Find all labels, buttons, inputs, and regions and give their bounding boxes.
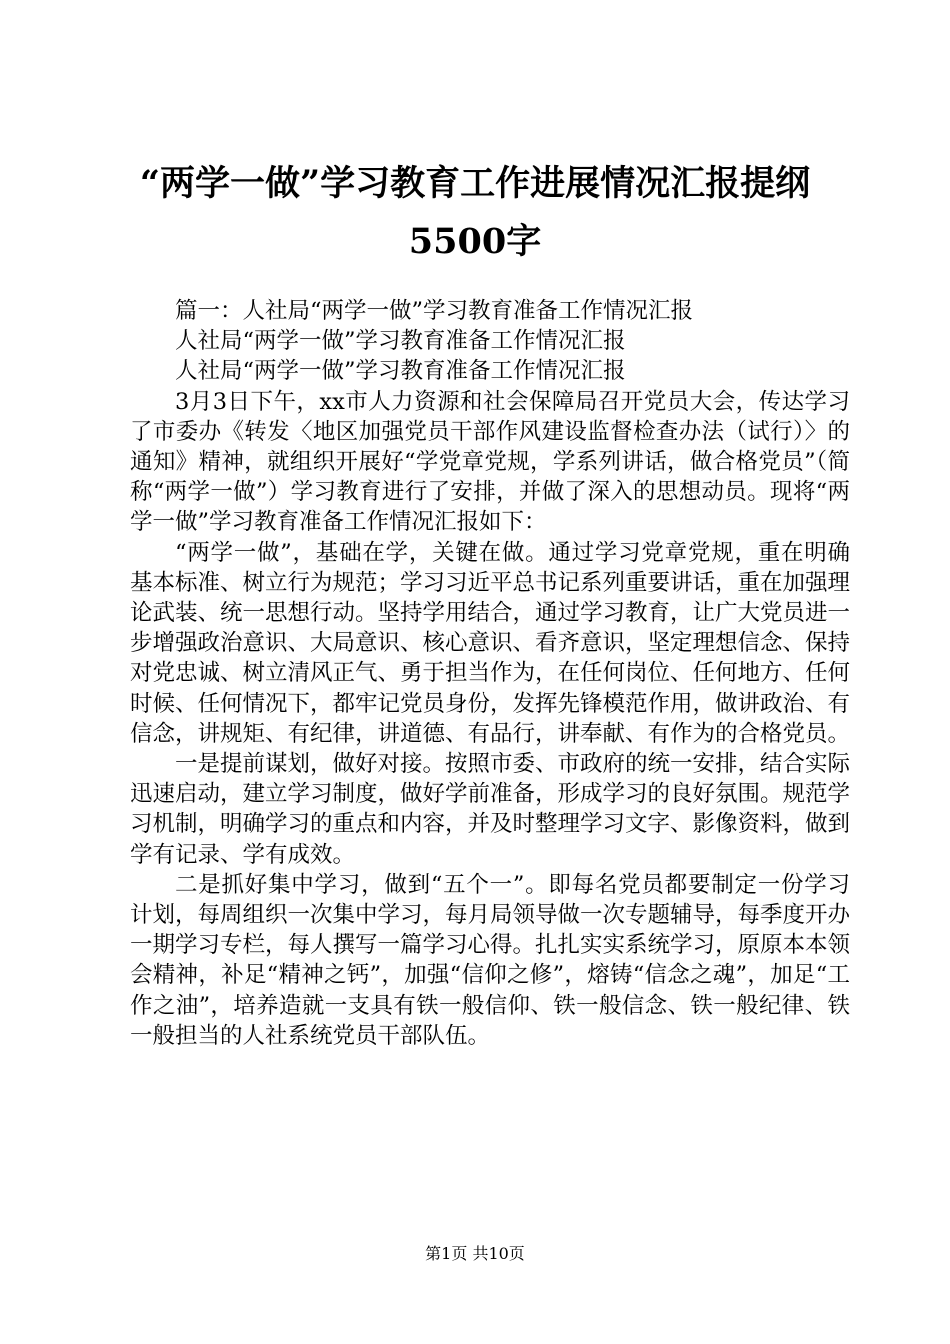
document-title-line-1: “两学一做”学习教育工作进展情况汇报提纲: [139, 163, 811, 204]
page-number-footer: 第1页 共10页: [425, 1244, 525, 1263]
document-title-line-2: 5500字: [408, 221, 542, 262]
body-paragraph: “两学一做”，基础在学，关键在做。通过学习党章党规，重在明确基本标准、树立行为规范；学习习近平总书记系列重要讲话，重在加强理论武装、统一思想行动。坚持学用结合，通过学习教育，让广大党员进一步增强政治意识、大局意识、核心意识、看齐意识，坚定理想信念、保持对党忠诚、树立清风正气、勇于担当作为，在任何岗位、任何地方、任何时候、任何情况下，都牢记党员身份，发挥先锋模范作用，做讲政治、有信念，讲规矩、有纪律，讲道德、有品行，讲奉献、有作为的合格党员。: [130, 539, 851, 747]
subheading: 人社局“两学一做”学习教育准备工作情况汇报: [175, 358, 626, 385]
body-paragraph: 一是提前谋划，做好对接。按照市委、市政府的统一安排，结合实际迅速启动，建立学习制度，做好学前准备，形成学习的良好氛围。规范学习机制，明确学习的重点和内容，并及时整理学习文字、影像资料，做到学有记录、学有成效。: [130, 751, 851, 868]
document-body: [130, 296, 850, 1051]
section-heading: 篇一：人社局“两学一做”学习教育准备工作情况汇报: [175, 298, 694, 324]
subheading: 人社局“两学一做”学习教育准备工作情况汇报: [175, 328, 626, 355]
body-paragraph: 二是抓好集中学习，做到“五个一”。即每名党员都要制定一份学习计划，每周组织一次集中学习，每月局领导做一次专题辅导，每季度开办一期学习专栏，每人撰写一篇学习心得。扎扎实实系统学习，原原本本领会精神，补足“精神之钙”，加强“信仰之修”，熔铸“信念之魂”，加足“工作之油”，培养造就一支具有铁一般信仰、铁一般信念、铁一般纪律、铁一般担当的人社系统党员干部队伍。: [130, 871, 851, 1049]
body-paragraph: 3月3日下午，xx市人力资源和社会保障局召开党员大会，传达学习了市委办《转发〈地区加强党员干部作风建设监督检查办法（试行）〉的通知》精神，就组织开展好“学党章党规，学系列讲话，做合格党员”（简称“两学一做”）学习教育进行了安排，并做了深入的思想动员。现将“两学一做”学习教育准备工作情况汇报如下：: [130, 388, 850, 536]
